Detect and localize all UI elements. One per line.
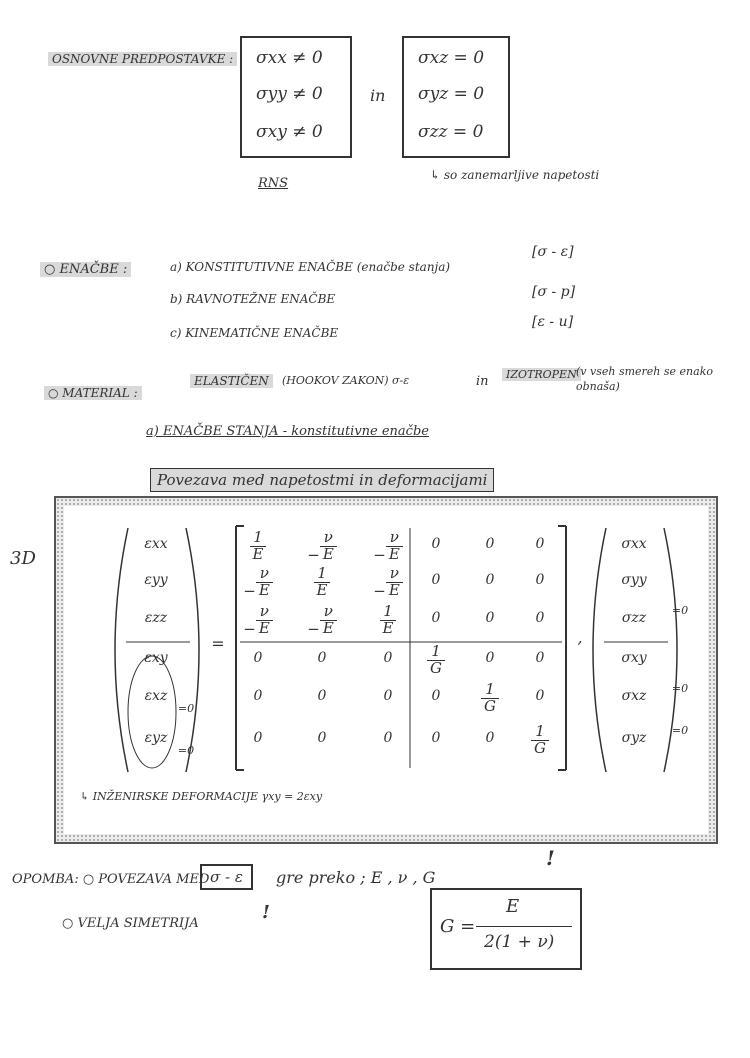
equation-tag-a: [σ - ε] bbox=[532, 244, 574, 260]
zero-stress-2: σyz = 0 bbox=[418, 84, 485, 104]
matrix-fraction bbox=[320, 530, 337, 563]
material-isotropic: IZOTROPEN bbox=[502, 368, 581, 381]
equation-tag-c: [ε - u] bbox=[532, 314, 574, 330]
note-exclaim-2: ! bbox=[262, 902, 270, 923]
matrix-fraction bbox=[481, 682, 499, 715]
matrix-cell-3-1: 0 bbox=[317, 650, 327, 666]
material-elastic: ELASTIČEN bbox=[190, 374, 273, 388]
fraction-denominator: E bbox=[316, 580, 328, 599]
matrix-cell-1-4: 0 bbox=[485, 572, 495, 588]
matrix-fraction bbox=[250, 530, 267, 563]
fraction-numerator: ν bbox=[386, 566, 403, 583]
rhs-stress-1: σyy bbox=[621, 572, 647, 588]
matrix-fraction bbox=[256, 604, 273, 637]
matrix-cell-1-1 bbox=[292, 566, 352, 600]
matrix-cell-sign: − bbox=[243, 619, 256, 638]
formula-numerator: E bbox=[506, 896, 520, 917]
equation-type-a: a) KONSTITUTIVNE ENAČBE (enačbe stanja) bbox=[170, 260, 451, 274]
fraction-numerator: ν bbox=[320, 604, 337, 621]
matrix-cell-sign: − bbox=[307, 545, 320, 564]
rhs-stress-5: σyz bbox=[621, 730, 647, 746]
section1-note: ↳ so zanemarljive napetosti bbox=[430, 168, 600, 182]
equation-type-c: c) KINEMATIČNE ENAČBE bbox=[170, 326, 339, 340]
matrix-cell-5-1: 0 bbox=[317, 730, 327, 746]
fraction-numerator: 1 bbox=[427, 644, 445, 661]
matrix-cell-sign: − bbox=[373, 581, 386, 600]
rhs-stress-2: σzz bbox=[621, 610, 647, 626]
fraction-denominator: G bbox=[484, 696, 496, 715]
shear-modulus-formula bbox=[430, 888, 582, 970]
lhs-mark-4: =0 bbox=[177, 702, 195, 715]
equation-type-b: b) RAVNOTEŽNE ENAČBE bbox=[170, 292, 336, 306]
matrix-fraction bbox=[531, 724, 549, 757]
fraction-denominator: E bbox=[382, 618, 394, 637]
matrix-fraction bbox=[386, 530, 403, 563]
zero-stress-3: σzz = 0 bbox=[418, 122, 484, 142]
rhs-stress-0: σxx bbox=[621, 536, 647, 552]
matrix-cell-1-5: 0 bbox=[535, 572, 545, 588]
matrix-fraction bbox=[320, 604, 337, 637]
formula-lhs: G = bbox=[440, 916, 476, 937]
lhs-strain-4: εxz bbox=[144, 688, 168, 704]
equation-tag-b: [σ - p] bbox=[532, 284, 576, 300]
lhs-strain-2: εzz bbox=[144, 610, 168, 626]
zero-stress-box bbox=[402, 36, 510, 158]
matrix-comma: , bbox=[577, 628, 583, 647]
nonzero-stress-box bbox=[240, 36, 352, 158]
section3-connector: in bbox=[476, 374, 489, 389]
matrix-cell-4-1: 0 bbox=[317, 688, 327, 704]
matrix-cell-5-5 bbox=[510, 724, 570, 758]
note-exclaim-1: ! bbox=[546, 846, 555, 870]
matrix-cell-5-2: 0 bbox=[383, 730, 393, 746]
rhs-mark-4: =0 bbox=[671, 682, 689, 695]
matrix-cell-4-5: 0 bbox=[535, 688, 545, 704]
matrix-cell-4-0: 0 bbox=[253, 688, 263, 704]
matrix-cell-2-4: 0 bbox=[485, 610, 495, 626]
fraction-denominator: E bbox=[258, 618, 270, 637]
matrix-cell-4-3: 0 bbox=[431, 688, 441, 704]
fraction-numerator: ν bbox=[320, 530, 337, 547]
zero-stress-1: σxz = 0 bbox=[418, 48, 485, 68]
rhs-mark-5: =0 bbox=[671, 724, 689, 737]
matrix-fraction bbox=[314, 566, 331, 599]
material-isotropic-note: (v vseh smereh se enako obnaša) bbox=[576, 365, 713, 394]
lhs-strain-3: εxy bbox=[144, 650, 168, 666]
fraction-numerator: 1 bbox=[314, 566, 331, 583]
fraction-denominator: E bbox=[322, 544, 334, 563]
equals-sign: = bbox=[211, 634, 225, 653]
formula-denominator: 2(1 + ν) bbox=[484, 932, 555, 952]
matrix-fraction bbox=[386, 566, 403, 599]
matrix-cell-3-0: 0 bbox=[253, 650, 263, 666]
matrix-cell-5-0: 0 bbox=[253, 730, 263, 746]
lhs-strain-0: εxx bbox=[144, 536, 168, 552]
lhs-strain-1: εyy bbox=[144, 572, 168, 588]
fraction-denominator: E bbox=[388, 544, 400, 563]
fraction-denominator: G bbox=[534, 738, 546, 757]
matrix-cell-sign: − bbox=[373, 545, 386, 564]
note-line2: ○ VELJA SIMETRIJA bbox=[62, 916, 199, 931]
matrix-cell-3-3 bbox=[406, 644, 466, 678]
matrix-cell-0-4: 0 bbox=[485, 536, 495, 552]
note-line1-box: σ - ε bbox=[200, 864, 253, 890]
matrix-side-label: 3D bbox=[10, 548, 36, 569]
material-hooke: (HOOKOV ZAKON) σ-ε bbox=[282, 374, 410, 387]
matrix-cell-5-3: 0 bbox=[431, 730, 441, 746]
fraction-denominator: G bbox=[430, 658, 442, 677]
matrix-bottom-note: ↳ INŽENIRSKE DEFORMACIJE γxy = 2εxy bbox=[80, 790, 323, 803]
fraction-numerator: 1 bbox=[380, 604, 397, 621]
matrix-cell-sign: − bbox=[307, 619, 320, 638]
fraction-denominator: E bbox=[258, 580, 270, 599]
section1-label: OSNOVNE PREDPOSTAVKE : bbox=[48, 52, 237, 66]
matrix-fraction bbox=[380, 604, 397, 637]
fraction-denominator: E bbox=[252, 544, 264, 563]
fraction-denominator: E bbox=[322, 618, 334, 637]
matrix-cell-2-0 bbox=[228, 604, 288, 638]
matrix-cell-3-2: 0 bbox=[383, 650, 393, 666]
fraction-numerator: 1 bbox=[531, 724, 549, 741]
note-line1-prefix: OPOMBA: ○ POVEZAVA MED bbox=[12, 872, 210, 887]
matrix-fraction bbox=[427, 644, 445, 677]
matrix-cell-1-0 bbox=[228, 566, 288, 600]
section3-subheading: a) ENAČBE STANJA - konstitutivne enačbe bbox=[146, 424, 429, 439]
fraction-numerator: 1 bbox=[481, 682, 499, 699]
fraction-numerator: ν bbox=[256, 566, 273, 583]
matrix-cell-3-4: 0 bbox=[485, 650, 495, 666]
matrix-cell-2-1 bbox=[292, 604, 352, 638]
lhs-strain-5: εyz bbox=[144, 730, 168, 746]
matrix-cell-1-3: 0 bbox=[431, 572, 441, 588]
nonzero-stress-3: σxy ≠ 0 bbox=[256, 122, 323, 142]
section3-label: ○ MATERIAL : bbox=[44, 386, 142, 400]
matrix-cell-0-1 bbox=[292, 530, 352, 564]
section1-connector: in bbox=[370, 86, 386, 105]
fraction-numerator: ν bbox=[386, 530, 403, 547]
section1-caption: RNS bbox=[258, 176, 289, 191]
relation-box: Povezava med napetostmi in deformacijami bbox=[150, 468, 494, 492]
matrix-cell-0-0 bbox=[228, 530, 288, 564]
matrix-cell-2-5: 0 bbox=[535, 610, 545, 626]
matrix-cell-4-2: 0 bbox=[383, 688, 393, 704]
fraction-numerator: 1 bbox=[250, 530, 267, 547]
note-line1-suffix: gre preko ; E , ν , G bbox=[276, 868, 436, 887]
rhs-stress-3: σxy bbox=[621, 650, 647, 666]
matrix-cell-sign: − bbox=[243, 581, 256, 600]
matrix-cell-2-3: 0 bbox=[431, 610, 441, 626]
rhs-stress-4: σxz bbox=[621, 688, 647, 704]
fraction-denominator: E bbox=[388, 580, 400, 599]
matrix-cell-0-5: 0 bbox=[535, 536, 545, 552]
matrix-cell-3-5: 0 bbox=[535, 650, 545, 666]
rhs-mark-2: =0 bbox=[671, 604, 689, 617]
matrix-cell-5-4: 0 bbox=[485, 730, 495, 746]
matrix-cell-0-3: 0 bbox=[431, 536, 441, 552]
nonzero-stress-2: σyy ≠ 0 bbox=[256, 84, 323, 104]
section2-label: ○ ENAČBE : bbox=[40, 262, 131, 277]
matrix-fraction bbox=[256, 566, 273, 599]
formula-bar bbox=[476, 926, 572, 927]
fraction-numerator: ν bbox=[256, 604, 273, 621]
nonzero-stress-1: σxx ≠ 0 bbox=[256, 48, 323, 68]
lhs-mark-5: =0 bbox=[177, 744, 195, 757]
